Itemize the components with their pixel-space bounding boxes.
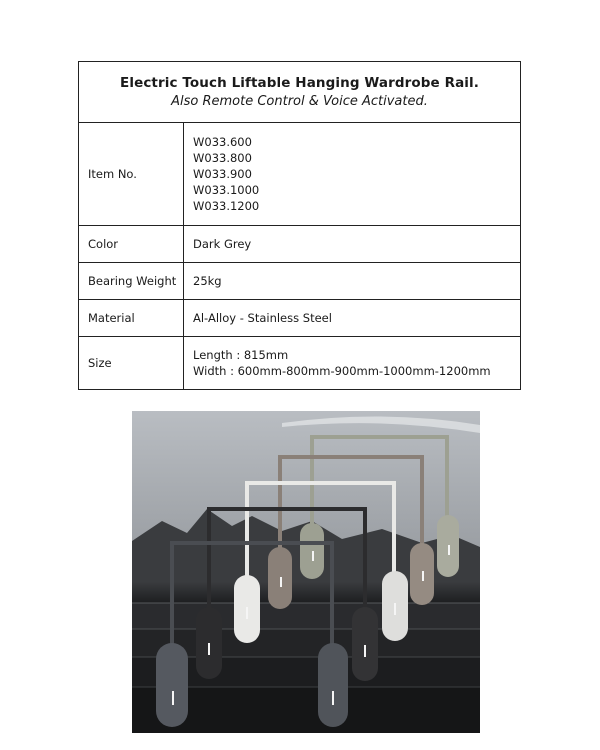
row-value: [184, 337, 520, 389]
item-number: W033.900: [193, 167, 252, 181]
table-row: [79, 337, 520, 389]
row-label: Bearing Weight: [79, 263, 184, 299]
spec-table: [78, 61, 521, 390]
color-value: Dark Grey: [193, 237, 252, 251]
material-value: Al-Alloy - Stainless Steel: [193, 311, 332, 325]
product-photo: [132, 411, 480, 733]
item-number: W033.800: [193, 151, 252, 165]
product-title: Electric Touch Liftable Hanging Wardrobe Rail.: [120, 75, 479, 91]
row-label: Color: [79, 226, 184, 262]
row-value: [184, 123, 520, 225]
step: [132, 603, 480, 629]
item-number: W033.600: [193, 135, 252, 149]
product-subtitle: Also Remote Control & Voice Activated.: [171, 94, 428, 109]
item-number: W033.1200: [193, 199, 260, 213]
row-label: Material: [79, 300, 184, 336]
row-value: [184, 226, 520, 262]
row-label: Item No.: [79, 123, 184, 225]
weight-value: 25kg: [193, 274, 222, 288]
row-label: Size: [79, 337, 184, 389]
table-row: [79, 263, 520, 300]
table-row: [79, 226, 520, 263]
item-number: W033.1000: [193, 183, 260, 197]
table-row: [79, 300, 520, 337]
row-value: [184, 263, 520, 299]
table-row: [79, 123, 520, 226]
table-header: [79, 62, 520, 123]
length-value: Length : 815mm: [193, 348, 289, 362]
width-value: Width : 600mm-800mm-900mm-1000mm-1200mm: [193, 364, 491, 378]
row-value: [184, 300, 520, 336]
